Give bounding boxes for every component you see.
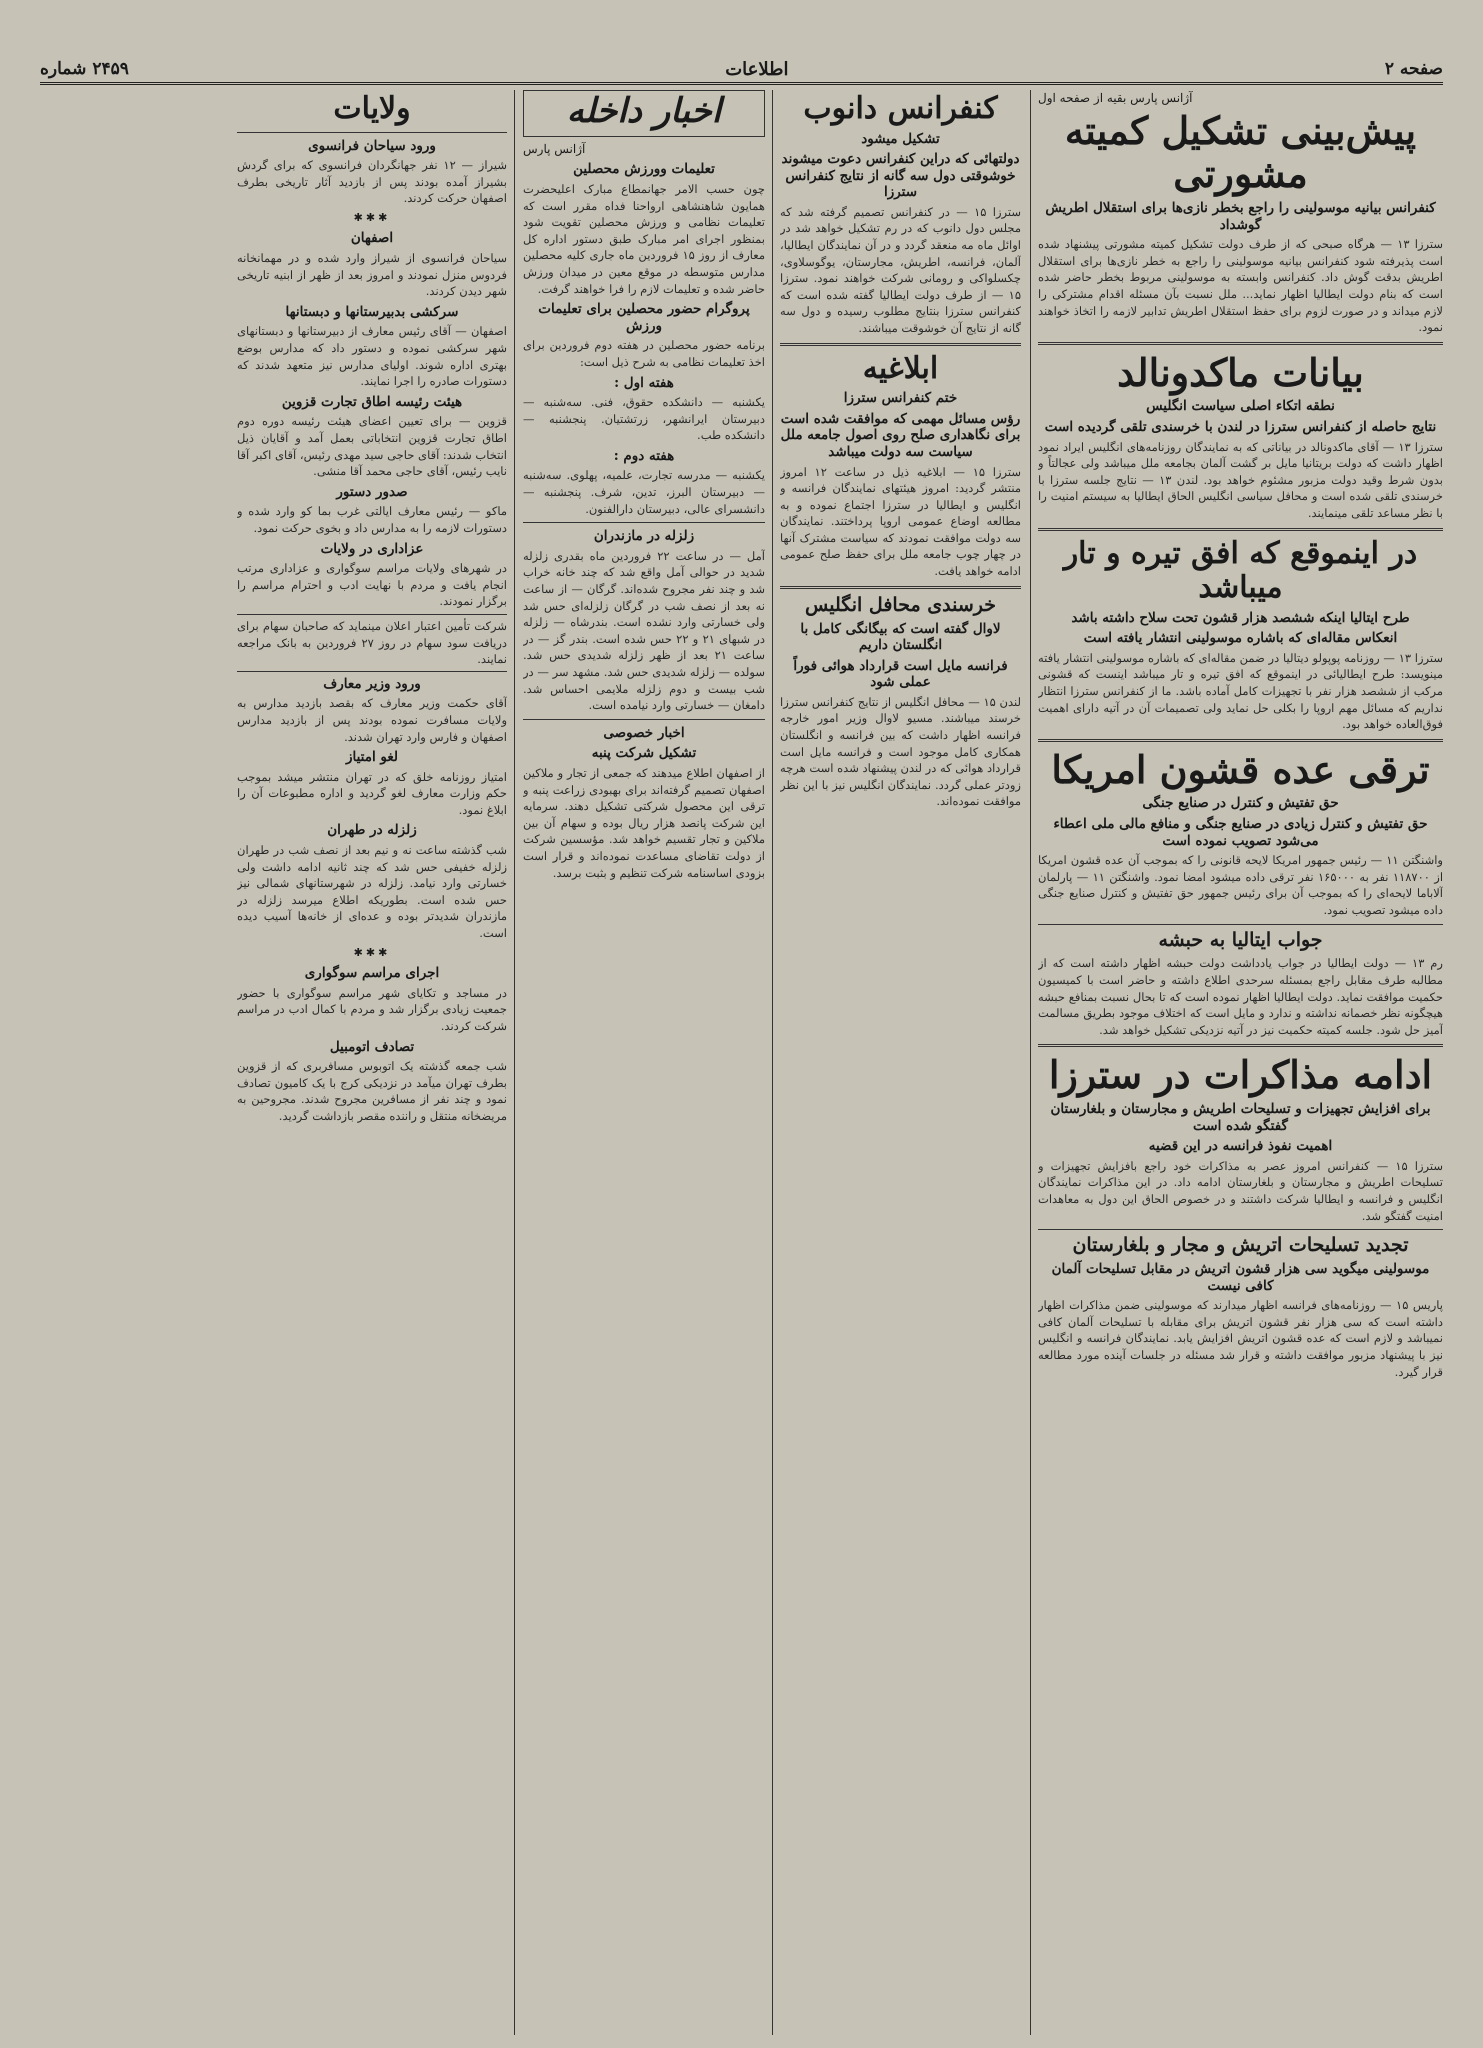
- headline-rearmament: تجدید تسلیحات اتریش و مجار و بلغارستان: [1072, 1234, 1409, 1257]
- subhead-communique-a: ختم کنفرانس سترزا: [843, 390, 958, 407]
- article-body: از اصفهان اطلاع میدهند که جمعی از تجار و ملاکین اصفهان تصمیم گرفته‌اند برای بهبودی زراعت پنبه و ترقی این محصول شرکتی تشکیل دهند. سرمایه این شرکت پانصد هزار ریال بوده و سهام آن بین ملاکین و تجار تقسیم خواهد شد. مؤسسین شرکت از دولت تقاضای مساعدت نموده‌اند و قرار است بزودی اساسنامه شرکت تنظیم و بثبت برسد.: [523, 765, 765, 880]
- subhead-stresa-b: اهمیت نفوذ فرانسه در این قضیه: [1148, 1138, 1333, 1155]
- headline-dark-horizon: در اینموقع که افق تیره و تار میباشد: [1063, 535, 1418, 606]
- article-body: شیراز — ۱۲ نفر جهانگردان فرانسوی که برای گردش بشیراز آمده بودند پس از بازدید آثار تاریخی بطرف اصفهان حرکت کردند.: [237, 158, 507, 206]
- column-divider: [514, 90, 515, 2035]
- divider: [237, 132, 507, 133]
- column-domestic: [523, 90, 765, 2040]
- divider: [780, 586, 1021, 589]
- section-title-provinces: ولایات: [333, 91, 411, 126]
- article-body: در مساجد و تکایای شهر مراسم سوگواری با حضور جمعیت زیادی برگزار شد و مردم با کمال ادب در مراسم شرکت کردند.: [237, 985, 507, 1033]
- head-french-tourists: ورود سیاحان فرانسوی: [308, 137, 436, 154]
- lead-danube: دولتهائی که دراین کنفرانس دعوت میشوند خوشوقتی دول سه گانه از نتایج کنفرانس سترزا: [781, 151, 1020, 201]
- week-one-label: هفته اول :: [614, 374, 674, 391]
- article-body: سترزا ۱۳ — روزنامه پوپولو دیتالیا در ضمن مقاله‌ای که باشاره موسولینی انتشار یافته مینویسد: طرح ایطالیائی در اینموقع که افق تیره و تار میباشد اینست که قشونی مرکب از ششصد هزار نفر با تجهیزات کامل آماده باشد. ما از کنفرانس سترزا انتظار نداریم که مسائل مهم اروپا را بکلی حل نماید ولی تصمیمات آن در آتیه دارای اهمیت فوق‌العاده خواهد بود.: [1038, 650, 1443, 732]
- subhead-italy-plan: طرح ایتالیا اینکه ششصد هزار قشون تحت سلاح داشته باشد: [1071, 609, 1410, 626]
- headline-us-army: ترقی عده قشون امریکا: [1051, 746, 1430, 792]
- article-body: سترزا ۱۵ — کنفرانس امروز عصر به مذاکرات خود راجع بافزایش تجهیزات و تسلیحات اطریش و مجارستان و بلغارستان ادامه داد. در این مذاکرات نمایندگان انگلیس و فرانسه و ایطالیا شرکت داشتند و در خصوص الحاق این دول به معاهدات امنیت گفتگو شد.: [1038, 1158, 1443, 1223]
- article-body: لندن ۱۵ — محافل انگلیس از نتایج کنفرانس سترزا خرسند میباشند. مسیو لاوال وزیر امور خارجه فرانسه اظهار داشت که بین فرانسه و انگلستان همکاری کامل موجود است و فرانسه مایل است قرارداد هوائی که در لندن پیشنهاد شده است هرچه زودتر عملی گردد. نمایندگان انگلیس نیز با این نظر موافقت نموده‌اند.: [780, 694, 1021, 809]
- divider: [780, 343, 1021, 346]
- subhead-advisory: کنفرانس بیانیه موسولینی را راجع بخطر نازی‌ها برای استقلال اطریش گوشداد: [1045, 199, 1436, 233]
- agency-continued: آژانس پارس بقیه از صفحه اول: [1038, 91, 1193, 105]
- headline-stresa-talks: ادامه مذاکرات در سترزا: [1048, 1052, 1433, 1098]
- head-qazvin-chamber: هیئت رئیسه اطاق تجارت قزوین: [281, 393, 463, 410]
- article-body: ماکو — رئیس معارف ایالتی غرب بما کو وارد شده و دستورات لازمه را به مدارس داد و بخوی حرکت نمود.: [237, 504, 507, 535]
- article-body: شب گذشته ساعت نه و نیم بعد از نصف شب در طهران زلزله خفیفی حس شد که چند ثانیه ادامه داشت ولی خسارتی وارد نیامد. زلزله در شهرستانهای شمالی نیز حس شده است. بطوریکه اطلاع میرسد زلزله در مازندران شدیدتر بوده و عده‌ای از خانه‌ها آسیب دیده است.: [237, 843, 507, 941]
- subhead-us-army-b: حق تفتیش و کنترل زیادی در صنایع جنگی و منافع مالی ملی اعطاء می‌شود تصویب نموده است: [1053, 816, 1428, 849]
- week-two-label: هفته دوم :: [613, 447, 675, 464]
- divider: [1038, 528, 1443, 531]
- article-body: سترزا ۱۵ — ابلاغیه ذیل در ساعت ۱۲ امروز منتشر گردید: امروز هیئتهای نمایندگان فرانسه و انگلیس و ایطالیا در سترزا اجتماع نموده و به مطالعه اوضاع عمومی اروپا پرداختند. نمایندگان سه دولت موافقت نمودند که سیاست مشترک آنها در چهار چوب جامعه ملل برای حفظ صلح عمومی ادامه خواهد یافت.: [780, 464, 1021, 579]
- head-license-revoked: لغو امتیاز: [345, 749, 399, 766]
- head-cotton-company: تشکیل شرکت پنبه: [591, 745, 697, 762]
- head-instructions: صدور دستور: [336, 483, 408, 500]
- article-body: سترزا ۱۵ — در کنفرانس تصمیم گرفته شد که مجلس دول دانوب که در رم تشکیل خواهد شد در اوائل ماه مه منعقد گردد و در آن نمایندگان ایطالیا، آلمان، فرانسه، اطریش، مجارستان، یوگوسلاوی، چکسلواکی و رومانی شرکت خواهند نمود. سترزا ۱۵ — از طرف دولت ایطالیا گفته شده است که کنفرانس سترزا بنتایج مطلوب رسیده و دول سه گانه از نتایج آن خوشوقت میباشند.: [780, 204, 1021, 336]
- agency-label: آژانس پارس: [523, 141, 586, 156]
- head-mourning: عزاداری در ولایات: [320, 540, 424, 557]
- subhead-air-pact: فرانسه مایل است قرارداد هوائی فوراً عملی شود: [793, 657, 1008, 691]
- article-body: سترزا ۱۳ — هرگاه صبحی که از طرف دولت تشکیل کمیته مشورتی پیشنهاد شده است پذیرفته شود کنفرانس بیانیه موسولینی را راجع به خطر نازی‌ها برای استقلال اطریش بدقت گوش داد. کنفرانس وابسته به موسولینی مربوط بخطر حاضر شده است که بنام دولت ایطالیا اظهار نماید... ملل نسبت بآن مسئله اقدام مشترکی را لازم میداند و در صورت لزوم برای حفظ استقلال اطریش تدابیر لازمه را اتخاذ خواهند نمود.: [1038, 237, 1443, 335]
- subhead-mussolini-article: انعکاس مقاله‌ای که باشاره موسولینی انتشار یافته است: [1083, 630, 1398, 647]
- column-divider: [772, 90, 773, 2035]
- subhead-stresa-a: برای افزایش تجهیزات و تسلیحات اطریش و مجارستان و بلغارستان گفتگو شده است: [1050, 1101, 1431, 1134]
- separator-stars: ✱✱✱: [353, 945, 391, 959]
- head-school-inspection: سرکشی بدبیرستانها و دبستانها: [285, 303, 459, 320]
- head-car-accident: تصادف اتومبیل: [329, 1038, 415, 1055]
- article-body: در شهرهای ولایات مراسم سوگواری و عزاداری مرتب انجام یافت و مردم با نهایت ادب و احترام مراسم را برگزار نمودند.: [237, 561, 507, 609]
- subhead-communique-b: رؤس مسائل مهمی که موافقت شده است برای نگاهداری صلح روی اصول جامعه ملل سیاست سه دولت میباشد: [780, 410, 1021, 460]
- paper-name: اطلاعات: [725, 58, 789, 80]
- week-two-items: یکشنبه — مدرسه تجارت، علمیه، پهلوی. سه‌شنبه — دبیرستان البرز، تدین، شرف. پنجشنبه — دانشسرای عالی، دبیرستان دارالفنون.: [523, 468, 765, 516]
- divider: [523, 522, 765, 523]
- article-body: امتیاز روزنامه خلق که در تهران منتشر میشد بموجب حکم وزارت معارف لغو گردید و اداره مطبوعات آن را ابلاغ نمود.: [237, 769, 507, 817]
- company-notice: شرکت تأمین اعتبار اعلان مینماید که صاحبان سهام برای دریافت سود سهام در روز ۲۷ فروردین به بانک مراجعه نمایند.: [237, 614, 507, 672]
- separator-stars: ✱✱✱: [353, 210, 391, 224]
- head-mourning-ceremony: اجرای مراسم سوگواری: [304, 965, 440, 982]
- column-divider: [1030, 90, 1031, 2035]
- head-mazandaran-quake: زلزله در مازندران: [593, 528, 695, 545]
- article-body: چون حسب الامر جهانمطاع مبارک اعلیحضرت همایون شاهنشاهی ارواحنا فداه مقرر است که تعلیمات نظامی و ورزش محصلین تقویت شود بمنظور اجرای امر مبارک طبق دستور اداره کل معارف از روز ۱۵ فروردین ماه جاری کلیه محصلین مدارس متوسطه در موقع معین در میدان ورزش حاضر شده و تعلیمات لازم را فرا خواهند گرفت.: [523, 181, 765, 296]
- subhead-danube: تشکیل میشود: [861, 130, 940, 147]
- issue-label: ۲۴۵۹ شماره: [40, 59, 129, 79]
- article-body: آقای حکمت وزیر معارف که بقصد بازدید مدارس به ولایات مسافرت نموده بودند پس از بازدید مدارس اصفهان و فارس وارد تهران شدند.: [237, 696, 507, 744]
- masthead: [40, 56, 1443, 85]
- article-body: اصفهان — آقای رئیس معارف از دبیرستانها و دبستانهای شهر سرکشی نموده و دستور داد که مدارس بوضع بهتری اداره شوند. اولیای مدارس نیز متعهد شدند که دستورات صادره را اجرا نمایند.: [237, 324, 507, 389]
- head-student-training: تعلیمات وورزش محصلین: [573, 161, 715, 178]
- article-body: برنامه حضور محصلین در هفته دوم فروردین برای اخذ تعلیمات نظامی به شرح ذیل است:: [523, 338, 765, 369]
- article-body: سترزا ۱۳ — آقای ماکدونالد در بیاناتی که به نمایندگان روزنامه‌های انگلیس ایراد نمود اظهار داشت که دولت بریتانیا مایل بر گشت آلمان بجامعه ملل میباشد ولی عجالتاً و بدون شرط وقید دولت مزبور مشئوم خواهد بود. لندن ۱۳ — نتایج جلسه سترزا با خرسندی تلقی شده است و محافل سیاسی انگلیس الحاق ایطالیا به سیستم امنیت را با نظر مساعد تلقی مینمایند.: [1038, 439, 1443, 520]
- head-minister-arrival: ورود وزیر معارف: [323, 675, 421, 692]
- page-label: صفحه ۲: [1384, 59, 1443, 79]
- headline-italy-ethiopia: جواب ایتالیا به حبشه: [1158, 928, 1323, 951]
- column-provinces: [237, 90, 507, 2040]
- section-title-domestic: اخبار داخله: [523, 90, 765, 137]
- article-body: رم ۱۳ — دولت ایطالیا در جواب یادداشت دولت حبشه اظهار داشته است که از مطالبه طرف مقابل راجع بمسئله سرحدی اطلاع داشته و حاضر است با کمیسیون حکمیت موافقت نماید. دولت ایطالیا اظهار نموده است که تا بحال نسبت بمنافع حبشه هیچگونه نظر خصمانه نداشته و ندارد و مایل است که اختلاف موجود بطریق مسالمت آمیز حل شود. جلسه کمیته حکمیت نیز در آتیه نزدیکی تشکیل خواهد شد.: [1038, 956, 1443, 1037]
- head-isfahan: اصفهان: [350, 230, 394, 247]
- subhead-us-army-a: حق تفتیش و کنترل در صنایع جنگی: [1142, 795, 1339, 812]
- subhead-laval: لاوال گفته است که بیگانگی کامل با انگلستان داریم: [800, 620, 1001, 654]
- week-one-items: یکشنبه — دانشکده حقوق، فنی. سه‌شنبه — دبیرستان ایرانشهر، زرتشتیان. پنجشنبه — دانشکده طب.: [523, 395, 765, 443]
- article-body: شب جمعه گذشته یک اتوبوس مسافربری که از قزوین بطرف تهران میآمد در نزدیکی کرج با یک کامیون تصادف نمود و چند نفر از مسافرین مجروح شدند. مجروحین به مریضخانه منتقل و راننده مقصر بازداشت گردید.: [237, 1059, 507, 1123]
- divider: [523, 719, 765, 720]
- article-body: قزوین — برای تعیین اعضای هیئت رئیسه دوره دوم اطاق تجارت قزوین انتخاباتی بعمل آمد و آقایان ذیل انتخاب شدند: آقای حاجی سید مهدی رئیس، آقای اکبر آقا نایب رئیس، آقای حاجی محمد آقا منشی.: [237, 414, 507, 479]
- column-main-news: [1038, 90, 1443, 2040]
- divider: [1038, 342, 1443, 345]
- divider: [1038, 1229, 1443, 1230]
- subhead-macdonald-a: نطقه اتکاء اصلی سیاست انگلیس: [1146, 398, 1335, 415]
- column-danube: [780, 90, 1021, 2040]
- headline-danube-conference: کنفرانس دانوب: [803, 91, 998, 126]
- head-training-program: پروگرام حضور محصلین برای تعلیمات ورزش: [538, 301, 750, 334]
- article-body: سیاحان فرانسوی از شیراز وارد شده و در مهمانخانه فردوس منزل نمودند و امروز بعد از ظهر از ابنیه تاریخی شهر دیدن کردند.: [237, 251, 507, 299]
- headline-macdonald: بیانات ماکدونالد: [1117, 349, 1364, 395]
- divider: [1038, 1044, 1443, 1047]
- headline-communique: ابلاغیه: [862, 350, 939, 386]
- head-private-news: اخبار خصوصی: [603, 724, 685, 741]
- subhead-rearmament: موسولینی میگوید سی هزار قشون اتریش در مقابل تسلیحات آلمان کافی نیست: [1051, 1261, 1430, 1294]
- article-body: پاریس ۱۵ — روزنامه‌های فرانسه اظهار میدارند که موسولینی ضمن مذاکرات اظهار داشته است که سی هزار نفر قشون اتریش برای مقابله با تسلیحات آلمان کافی نمیباشد و لازم است که عده قشون اتریش افزایش یابد. نمایندگان فرانسه و انگلیس نیز با پیشنهاد مزبور موافقت داشته و قرار شد مسئله در جلسات آینده مورد مطالعه قرار گیرد.: [1038, 1298, 1443, 1379]
- divider: [1038, 739, 1443, 742]
- divider: [1038, 924, 1443, 925]
- subhead-macdonald-b: نتایج حاصله از کنفرانس سترزا در لندن با خرسندی تلقی گردیده است: [1044, 419, 1437, 435]
- article-body: واشنگتن ۱۱ — رئیس جمهور امریکا لایحه قانونی را که بموجب آن عده قشون امریکا از ۱۱۸۷۰۰ نفر به ۱۶۵۰۰۰ نفر ترقی داده میشود امضا نمود. واشنگتن ۱۱ — پارلمان آلاباما لایحه‌ای را که بموجب آن برای رئیس جمهور حق تفتیش و کنترل صنایع جنگی داده میشود تصویب نمود.: [1038, 853, 1443, 917]
- head-tehran-quake: زلزله در طهران: [327, 822, 417, 839]
- headline-british-satisfaction: خرسندی محافل انگلیس: [805, 593, 996, 616]
- article-body: آمل — در ساعت ۲۲ فروردین ماه بقدری زلزله شدید در حوالی آمل واقع شد که چند خانه خراب شد و چند نفر مجروح شده‌اند. گرگان — از ساعت نه بعد از نصف شب در گرگان زلزله‌ای حس شد ولی خسارتی وارد نشده است. بندرشاه — زلزله در شبهای ۲۱ و ۲۲ حس شده است. بندر گز — در ساعت ۲۱ بعد از ظهر زلزله شدیدی حس شد. سولده — زلزله شدیدی حس شد. مشهد سر — در شب بیست و دوم زلزله ملایمی احساس شد. دامغان — خسارتی وارد نیامده است.: [523, 548, 765, 713]
- headline-advisory-committee: پیش‌بینی تشکیل کمیته مشورتی: [1064, 107, 1417, 197]
